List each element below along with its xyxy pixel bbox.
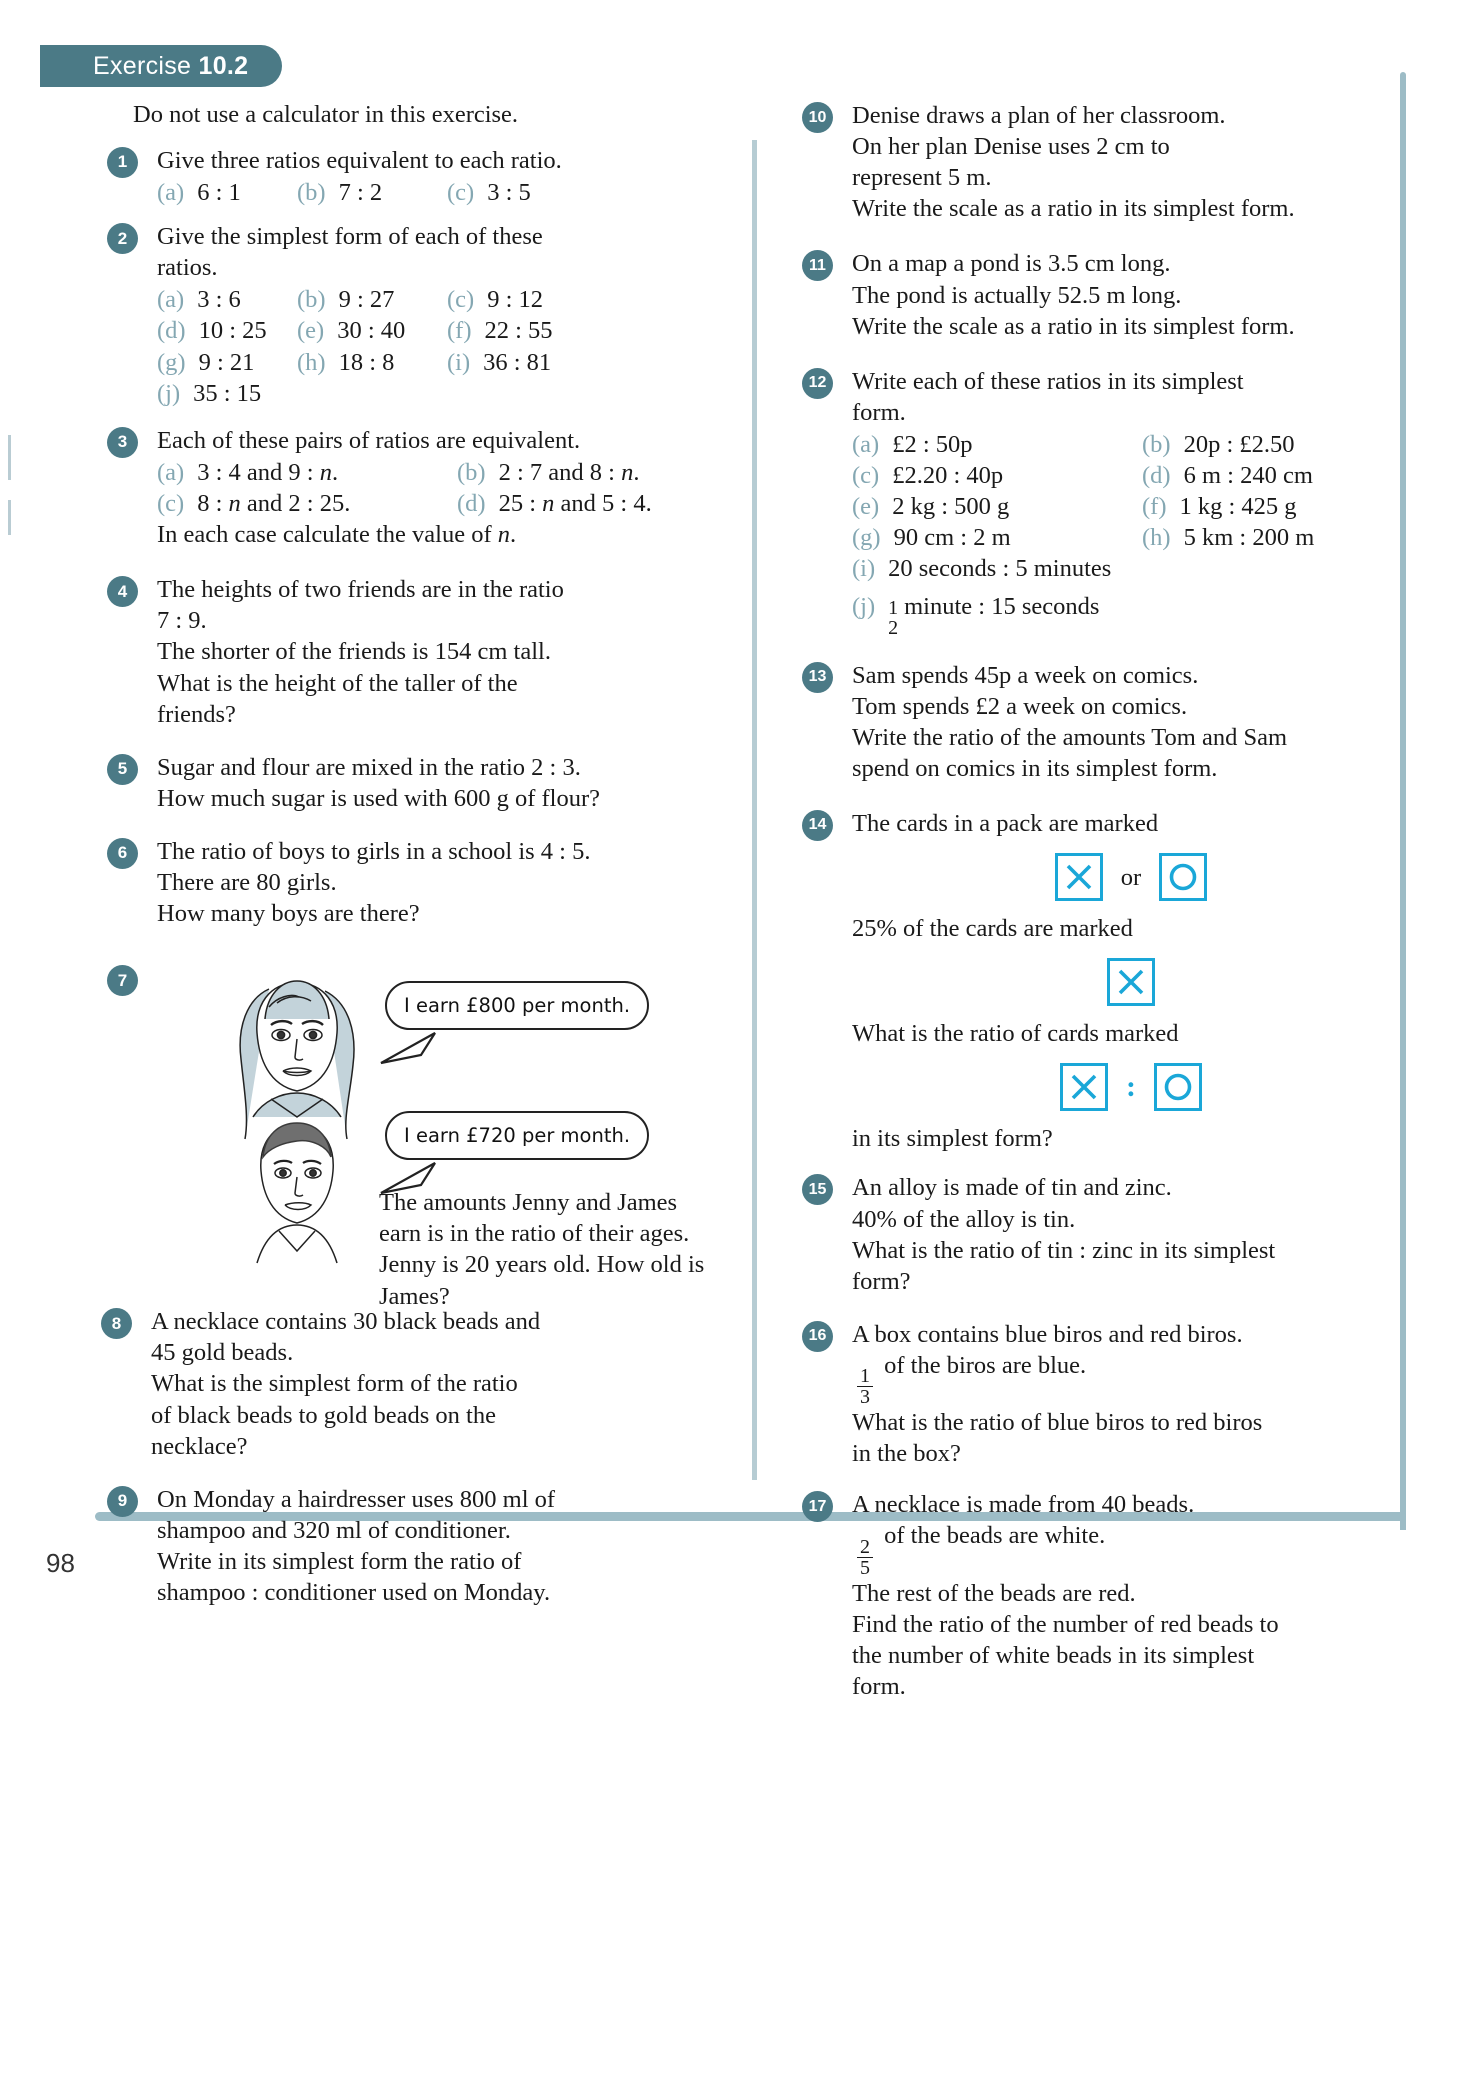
subpart-value: 20 seconds : 5 minutes <box>888 555 1112 583</box>
fraction-denominator: 5 <box>857 1557 873 1578</box>
fraction-denominator: 3 <box>857 1386 873 1407</box>
variable-n: n <box>542 489 555 517</box>
subpart-label: (d) <box>157 317 186 345</box>
question-line: in the box? <box>852 1440 961 1468</box>
question-line: A necklace is made from 40 beads. <box>852 1491 1195 1519</box>
subpart-value: 3 : 4 and 9 : <box>197 458 320 486</box>
subpart-value: 30 : 40 <box>337 317 406 345</box>
fraction-numerator: 2 <box>860 1535 870 1558</box>
jenny-speech-text: I earn £800 per month. <box>404 994 631 1018</box>
question-text <box>852 248 1410 341</box>
question-line-fraction <box>852 1520 1410 1577</box>
question-7-text <box>379 1187 715 1311</box>
subpart <box>852 553 1410 584</box>
question-line-fraction <box>852 1350 1410 1407</box>
question-line: On her plan Denise uses 2 cm to <box>852 133 1170 161</box>
tail-post: . <box>510 521 517 549</box>
question-line: form. <box>852 398 906 426</box>
subpart-label: (e) <box>852 493 880 521</box>
jenny-bubble-tail <box>377 1031 437 1067</box>
subpart <box>447 284 715 315</box>
subpart-value: 1 kg : 425 g <box>1179 493 1297 521</box>
question-badge: 9 <box>107 1486 138 1517</box>
subpart <box>297 347 447 378</box>
question-line: A box contains blue biros and red biros. <box>852 1320 1243 1348</box>
right-column <box>790 100 1410 1715</box>
question-text <box>852 808 1410 1154</box>
subpart <box>157 177 297 208</box>
question-16 <box>790 1319 1410 1470</box>
question-8 <box>95 1306 715 1462</box>
james-portrait-illustration <box>217 1113 377 1273</box>
subpart-label: (c) <box>852 462 880 490</box>
subparts <box>157 177 715 208</box>
question-line: friends? <box>157 700 236 728</box>
question-text <box>157 221 715 409</box>
header-tick <box>40 45 47 87</box>
subpart-label: (e) <box>297 317 325 345</box>
subpart-value: 25 : <box>498 489 543 517</box>
question-text <box>157 574 715 730</box>
subpart-value: £2.20 : 40p <box>892 462 1004 490</box>
question-badge: 15 <box>802 1174 833 1205</box>
question-line: Write the scale as a ratio in its simplest form. <box>852 195 1295 223</box>
subpart-suffix: and 5 : 4. <box>554 489 652 517</box>
subpart-label: (g) <box>852 524 881 552</box>
question-badge: 3 <box>107 427 138 458</box>
subpart <box>447 347 715 378</box>
subpart-value: £2 : 50p <box>892 430 973 458</box>
james-speech-bubble <box>385 1111 649 1160</box>
fraction-numerator: 1 <box>860 1365 870 1388</box>
subpart-label: (g) <box>157 348 186 376</box>
subpart-label: (b) <box>457 458 486 486</box>
question-7 <box>95 963 715 1310</box>
subpart <box>1142 460 1410 491</box>
subpart-value: 35 : 15 <box>193 379 262 407</box>
variable-n: n <box>497 521 511 549</box>
variable-n: n <box>228 489 241 517</box>
question-badge: 16 <box>802 1321 833 1352</box>
question-line: How many boys are there? <box>157 900 420 928</box>
question-line: 40% of the alloy is tin. <box>852 1205 1076 1233</box>
subpart-label: (b) <box>1142 430 1171 458</box>
column-divider <box>752 140 757 1480</box>
subpart <box>1142 491 1410 522</box>
subpart-suffix: . <box>633 458 640 486</box>
question-line: Denise draws a plan of her classroom. <box>852 102 1226 129</box>
subpart-value: 6 m : 240 cm <box>1183 462 1313 490</box>
subpart <box>457 457 715 488</box>
subpart <box>852 491 1142 522</box>
question-9 <box>95 1484 715 1608</box>
subpart-value: 7 : 2 <box>338 178 383 206</box>
question-15 <box>790 1172 1410 1296</box>
subpart <box>157 378 297 409</box>
question-1 <box>95 145 715 208</box>
question-text <box>157 836 715 929</box>
question-line: How much sugar is used with 600 g of flour? <box>157 784 600 812</box>
question-line: An alloy is made of tin and zinc. <box>852 1174 1172 1202</box>
question-line: spend on comics in its simplest form. <box>852 754 1218 782</box>
question-line: The rest of the beads are red. <box>852 1579 1136 1607</box>
subpart-suffix: and 2 : 25. <box>240 489 351 517</box>
subpart <box>157 347 297 378</box>
question-badge: 4 <box>107 576 138 607</box>
question-6 <box>95 836 715 929</box>
subpart-value: 2 kg : 500 g <box>892 493 1010 521</box>
question-line: Find the ratio of the number of red beads to <box>852 1610 1279 1638</box>
question-line: The cards in a pack are marked <box>852 809 1159 837</box>
question-14 <box>790 808 1410 1154</box>
margin-tick-upper <box>8 435 11 480</box>
question-line: shampoo : conditioner used on Monday. <box>157 1579 551 1607</box>
subpart-value: 10 : 25 <box>198 317 267 345</box>
subpart-value: 9 : 12 <box>487 286 544 314</box>
question-text <box>151 1306 715 1462</box>
question-line: The amounts Jenny and <box>379 1189 612 1217</box>
question-line: What is the height of the taller of the <box>157 669 518 697</box>
x-card-icon <box>1107 958 1155 1006</box>
question-line: 7 : 9. <box>157 607 207 635</box>
question-4 <box>95 574 715 730</box>
subpart <box>852 522 1142 553</box>
subpart-label: (a) <box>157 458 185 486</box>
question-line: What is the simplest form of the ratio <box>151 1370 518 1398</box>
subpart-value: 2 : 7 and 8 : <box>498 458 622 486</box>
subpart-value: 3 : 6 <box>197 286 241 314</box>
question-text <box>852 366 1410 638</box>
subpart <box>297 177 447 208</box>
question-badge: 11 <box>802 250 833 281</box>
james-speech-text: I earn £720 per month. <box>404 1124 631 1148</box>
subpart-label: (c) <box>447 286 475 314</box>
question-text <box>852 1172 1410 1296</box>
page-title <box>93 52 248 81</box>
subpart-label: (a) <box>157 286 185 314</box>
subpart-label: (j) <box>852 592 876 620</box>
subpart-label: (b) <box>297 178 326 206</box>
subpart <box>297 315 447 346</box>
subpart <box>157 284 297 315</box>
question-text <box>852 1489 1410 1702</box>
question-line: The ratio of boys to girls in a school is 4 : 5. <box>157 837 591 865</box>
question-line: What is the ratio of cards marked <box>852 1020 1179 1048</box>
question-line <box>157 519 715 550</box>
question-badge: 7 <box>107 965 138 996</box>
question-line: shampoo and 320 ml of conditioner. <box>157 1516 511 1544</box>
subpart-label: (d) <box>1142 462 1171 490</box>
question-line: form. <box>852 1672 906 1700</box>
question-line: 25% of the cards are marked <box>852 915 1133 943</box>
question-line: Write the ratio of the amounts Tom and Sam <box>852 723 1288 751</box>
question-line: Give the simplest form of each of these <box>157 223 543 251</box>
question-10 <box>790 100 1410 224</box>
question-line: Write the scale as a ratio in its simplest form. <box>852 312 1295 340</box>
fraction-denominator: 2 <box>888 616 899 639</box>
question-line: form? <box>852 1267 911 1295</box>
question-badge: 17 <box>802 1491 833 1522</box>
subpart <box>297 284 447 315</box>
exercise-header <box>40 45 282 87</box>
subpart <box>447 315 715 346</box>
subpart-value: 5 km : 200 m <box>1183 524 1315 552</box>
subpart-value: 20p : £2.50 <box>1183 430 1295 458</box>
question-line: On Monday a hairdresser uses 800 ml of <box>157 1485 556 1513</box>
question-badge: 1 <box>107 147 138 178</box>
header-label: Exercise <box>93 51 192 80</box>
subpart <box>852 429 1142 460</box>
subpart-label: (a) <box>157 178 185 206</box>
margin-tick-lower <box>8 500 11 535</box>
subpart <box>157 457 457 488</box>
question-7-illustration <box>147 963 715 1310</box>
x-card-icon <box>1060 1063 1108 1111</box>
o-card-icon <box>1154 1063 1202 1111</box>
left-column <box>95 100 715 1621</box>
question-badge: 6 <box>107 838 138 869</box>
question-line: Give three ratios equivalent to each ratio. <box>157 146 562 174</box>
subpart-value: 22 : 55 <box>484 317 553 345</box>
subpart-label: (i) <box>447 348 471 376</box>
question-line: Each of these pairs of ratios are equivalent. <box>157 426 581 454</box>
subpart-value: 90 cm : 2 m <box>893 524 1011 552</box>
question-line: What is the ratio of tin : zinc in its simplest <box>852 1236 1276 1264</box>
subpart <box>157 315 297 346</box>
question-line: of the biros are blue. <box>884 1351 1087 1379</box>
question-line: 45 gold beads. <box>151 1339 294 1367</box>
question-line: of the beads are white. <box>884 1522 1106 1550</box>
question-line: The heights of two friends are in the ratio <box>157 576 564 604</box>
cards-row-ratio <box>852 1063 1410 1111</box>
subpart-label: (i) <box>852 555 876 583</box>
subpart-value: 18 : 8 <box>338 348 395 376</box>
subparts <box>157 284 715 408</box>
subpart <box>1142 429 1410 460</box>
x-card-icon <box>1055 853 1103 901</box>
question-line: necklace? <box>151 1432 248 1460</box>
intro-text: Do not use a calculator in this exercise. <box>133 101 519 128</box>
question-badge: 5 <box>107 754 138 785</box>
subpart-value: 6 : 1 <box>197 178 241 206</box>
subpart-value: 3 : 5 <box>487 178 531 206</box>
subpart <box>852 460 1142 491</box>
subpart-value: 9 : 21 <box>198 348 255 376</box>
header-number: 10.2 <box>198 51 249 80</box>
question-line: of their ages. <box>562 1220 690 1248</box>
question-line: Tom spends £2 a week on comics. <box>852 692 1188 720</box>
question-badge: 8 <box>101 1308 132 1339</box>
question-line: Sugar and flour are mixed in the ratio 2 : 3. <box>157 753 581 781</box>
subpart-label: (a) <box>852 430 880 458</box>
subparts <box>157 457 715 519</box>
subpart-label: (c) <box>447 178 475 206</box>
subpart <box>1142 522 1410 553</box>
question-line: ratios. <box>157 254 218 282</box>
subpart-suffix: . <box>331 458 339 486</box>
fraction-one-third <box>857 1366 873 1407</box>
subpart-label: (f) <box>447 317 472 345</box>
subpart-value: minute : 15 seconds <box>904 592 1100 620</box>
question-line: of black beads to gold beads on the <box>151 1401 496 1429</box>
question-badge: 10 <box>802 102 833 133</box>
cards-row-x-or-o <box>852 853 1410 901</box>
subpart <box>157 488 457 519</box>
tail-pre: In each case calculate the value of <box>157 521 498 549</box>
question-text <box>157 425 715 550</box>
subpart-label: (f) <box>1142 493 1167 521</box>
subpart <box>447 177 715 208</box>
variable-n: n <box>621 458 634 486</box>
question-text <box>852 1319 1410 1470</box>
question-17 <box>790 1489 1410 1702</box>
question-line: On a map a pond is 3.5 cm long. <box>852 250 1171 278</box>
question-text <box>852 660 1410 784</box>
subpart <box>852 591 1410 638</box>
subpart-label: (b) <box>297 286 326 314</box>
question-text <box>157 1484 715 1608</box>
question-line: Sam spends 45p a week on comics. <box>852 661 1199 689</box>
subpart-label: (h) <box>1142 524 1171 552</box>
subpart-value: 8 : <box>197 489 229 517</box>
question-line: Jenny is 20 years old. <box>379 1251 591 1279</box>
jenny-speech-bubble <box>385 981 649 1030</box>
subpart <box>457 488 715 519</box>
question-line: There are 80 girls. <box>157 869 337 897</box>
question-12 <box>790 366 1410 638</box>
question-line: in its simplest form? <box>852 1125 1053 1153</box>
question-line: What is the ratio of blue biros to red biros <box>852 1409 1263 1437</box>
question-text <box>157 752 715 814</box>
question-line: A necklace contains 30 black beads and <box>151 1308 541 1336</box>
subparts <box>852 429 1410 638</box>
question-badge: 14 <box>802 810 833 841</box>
or-label: or <box>1120 863 1142 891</box>
variable-n: n <box>319 458 332 486</box>
subpart-value: 9 : 27 <box>338 286 395 314</box>
fraction-numerator: 1 <box>888 596 899 619</box>
subpart-value: 36 : 81 <box>483 348 552 376</box>
question-line: The pond is actually 52.5 m long. <box>852 281 1182 309</box>
question-line: Write in its simplest form the ratio of <box>157 1548 522 1576</box>
question-line: How old is James? <box>379 1251 705 1310</box>
ratio-colon: : <box>1126 1070 1136 1104</box>
question-line: the number of white beads in its simplest <box>852 1641 1255 1669</box>
cards-row-x-only <box>852 958 1410 1006</box>
fraction-two-fifths <box>857 1537 873 1578</box>
question-line: represent 5 m. <box>852 164 992 192</box>
question-11 <box>790 248 1410 341</box>
question-badge: 2 <box>107 223 138 254</box>
subpart-label: (d) <box>457 489 486 517</box>
subpart-label: (c) <box>157 489 185 517</box>
header-bar <box>47 45 282 87</box>
question-5 <box>95 752 715 814</box>
question-badge: 12 <box>802 368 833 399</box>
question-text <box>852 100 1410 224</box>
fraction-one-half <box>888 598 898 638</box>
question-3 <box>95 425 715 550</box>
question-text <box>157 145 715 208</box>
question-13 <box>790 660 1410 784</box>
question-2 <box>95 221 715 409</box>
page-number: 98 <box>46 1548 75 1578</box>
o-card-icon <box>1159 853 1207 901</box>
question-line: The shorter of the friends is 154 cm tall. <box>157 638 551 666</box>
question-line: Write each of these ratios in its simplest <box>852 367 1244 395</box>
subpart-label: (j) <box>157 379 181 407</box>
question-badge: 13 <box>802 662 833 693</box>
question-line: James earn is in the ratio <box>379 1189 678 1248</box>
subpart-label: (h) <box>297 348 326 376</box>
